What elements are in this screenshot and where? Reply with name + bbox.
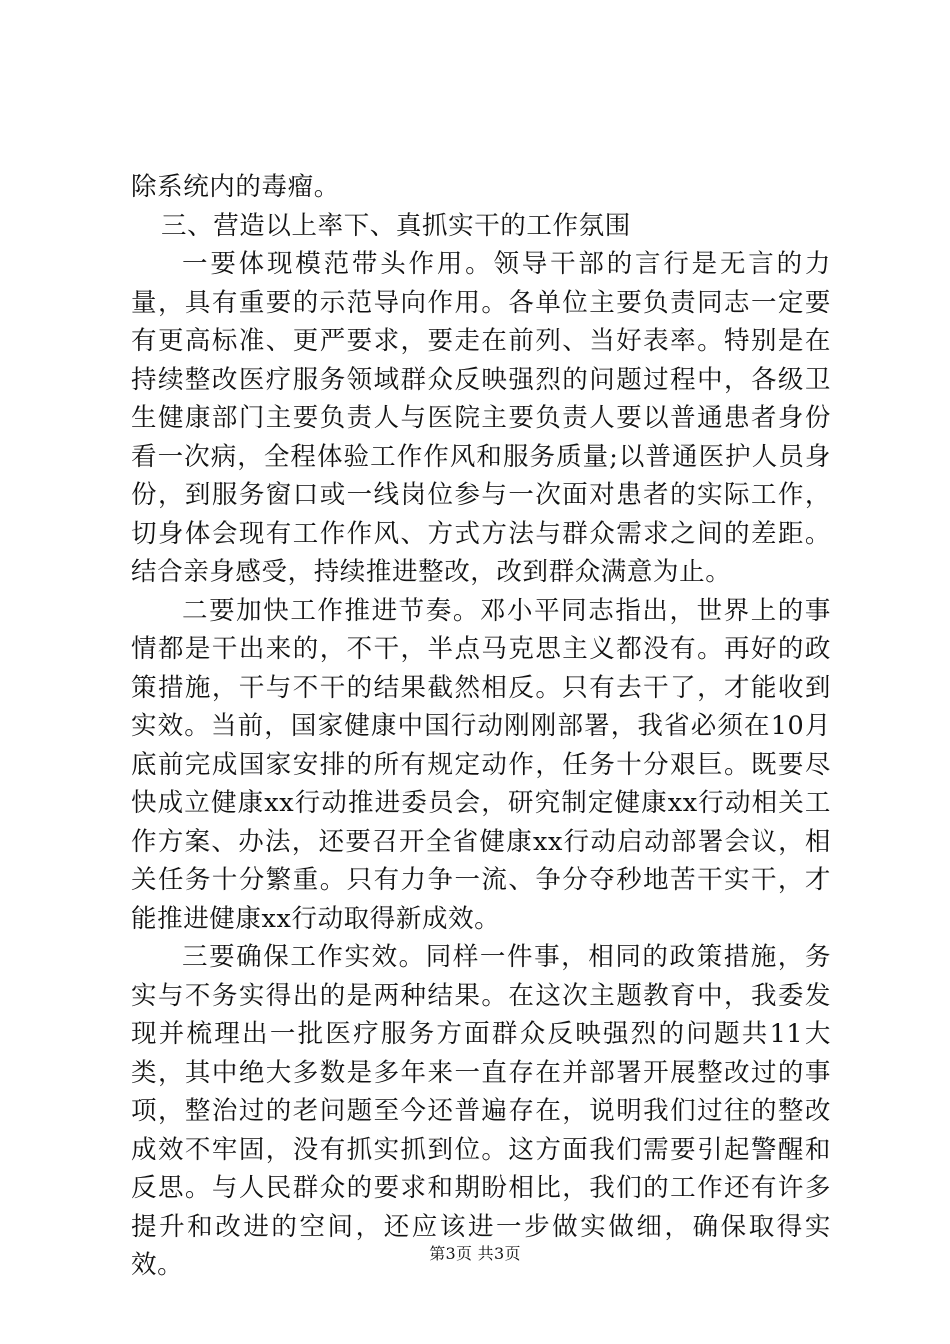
paragraph-work-effectiveness: 三要确保工作实效。同样一件事，相同的政策措施，务实与不务实得出的是两种结果。在这次主题教育中，我委发现并梳理出一批医疗服务方面群众反映强烈的问题共11大类，其中绝大多数是多年来一直存在并部署开展整改过的事项，整治过的老问题至今还普遍存在，说明我们过往的整改成效不牢固，没有抓实抓到位。这方面我们需要引起警醒和反思。与人民群众的要求和期盼相比，我们的工作还有许多提升和改进的空间，还应该进一步做实做细，确保取得实效。 (131, 942, 831, 1280)
section-heading: 三、营造以上率下、真抓实干的工作氛围 (161, 210, 631, 241)
page-footer: 第3页 共3页 (429, 1244, 521, 1263)
paragraph-continuation: 除系统内的毒瘤。 (131, 172, 340, 202)
paragraph-role-model: 一要体现模范带头作用。领导干部的言行是无言的力量，具有重要的示范导向作用。各单位主要负责同志一定要有更高标准、更严要求，要走在前列、当好表率。特别是在持续整改医疗服务领域群众反映强烈的问题过程中，各级卫生健康部门主要负责人与医院主要负责人要以普通患者身份看一次病，全程体验工作作风和服务质量;以普通医护人员身份，到服务窗口或一线岗位参与一次面对患者的实际工作，切身体会现有工作作风、方式方法与群众需求之间的差距。结合亲身感受，持续推进整改，改到群众满意为止。 (131, 249, 831, 587)
paragraph-work-pace: 二要加快工作推进节奏。邓小平同志指出，世界上的事情都是干出来的，不干，半点马克思主义都没有。再好的政策措施，干与不干的结果截然相反。只有去干了，才能收到实效。当前，国家健康中国行动刚刚部署，我省必须在10月底前完成国家安排的所有规定动作，任务十分艰巨。既要尽快成立健康xx行动推进委员会，研究制定健康xx行动相关工作方案、办法，还要召开全省健康xx行动启动部署会议，相关任务十分繁重。只有力争一流、争分夺秒地苦干实干，才能推进健康xx行动取得新成效。 (131, 595, 831, 934)
document-body (131, 168, 831, 1285)
